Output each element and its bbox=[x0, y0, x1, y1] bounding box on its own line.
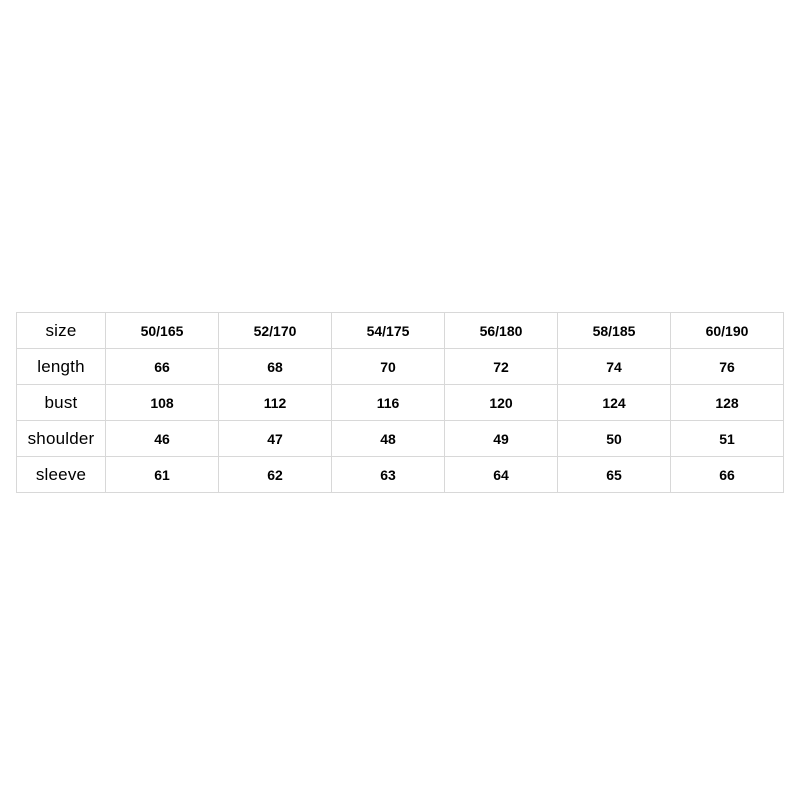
table-cell: 51 bbox=[671, 421, 784, 457]
table-cell: 108 bbox=[106, 385, 219, 421]
row-label: shoulder bbox=[17, 421, 106, 457]
table-header-row bbox=[17, 313, 784, 349]
table-row bbox=[17, 457, 784, 493]
table-cell: 47 bbox=[219, 421, 332, 457]
table-cell: 112 bbox=[219, 385, 332, 421]
column-header: 60/190 bbox=[671, 313, 784, 349]
table-cell: 74 bbox=[558, 349, 671, 385]
table-cell: 46 bbox=[106, 421, 219, 457]
table-cell: 66 bbox=[106, 349, 219, 385]
table-cell: 70 bbox=[332, 349, 445, 385]
table-cell: 65 bbox=[558, 457, 671, 493]
table-cell: 116 bbox=[332, 385, 445, 421]
table-cell: 66 bbox=[671, 457, 784, 493]
table-cell: 124 bbox=[558, 385, 671, 421]
table-cell: 50 bbox=[558, 421, 671, 457]
column-header: 58/185 bbox=[558, 313, 671, 349]
table-cell: 68 bbox=[219, 349, 332, 385]
row-label: bust bbox=[17, 385, 106, 421]
column-header: 52/170 bbox=[219, 313, 332, 349]
column-header: 54/175 bbox=[332, 313, 445, 349]
table-cell: 63 bbox=[332, 457, 445, 493]
table-row bbox=[17, 349, 784, 385]
table-cell: 64 bbox=[445, 457, 558, 493]
row-label: length bbox=[17, 349, 106, 385]
size-chart-container bbox=[16, 312, 784, 493]
table-row bbox=[17, 385, 784, 421]
table-cell: 120 bbox=[445, 385, 558, 421]
size-corner-label: size bbox=[17, 313, 106, 349]
column-header: 50/165 bbox=[106, 313, 219, 349]
row-label: sleeve bbox=[17, 457, 106, 493]
table-cell: 49 bbox=[445, 421, 558, 457]
table-cell: 76 bbox=[671, 349, 784, 385]
table-cell: 72 bbox=[445, 349, 558, 385]
table-cell: 62 bbox=[219, 457, 332, 493]
column-header: 56/180 bbox=[445, 313, 558, 349]
table-row bbox=[17, 421, 784, 457]
table-cell: 61 bbox=[106, 457, 219, 493]
table-cell: 128 bbox=[671, 385, 784, 421]
size-chart-table bbox=[16, 312, 784, 493]
table-cell: 48 bbox=[332, 421, 445, 457]
